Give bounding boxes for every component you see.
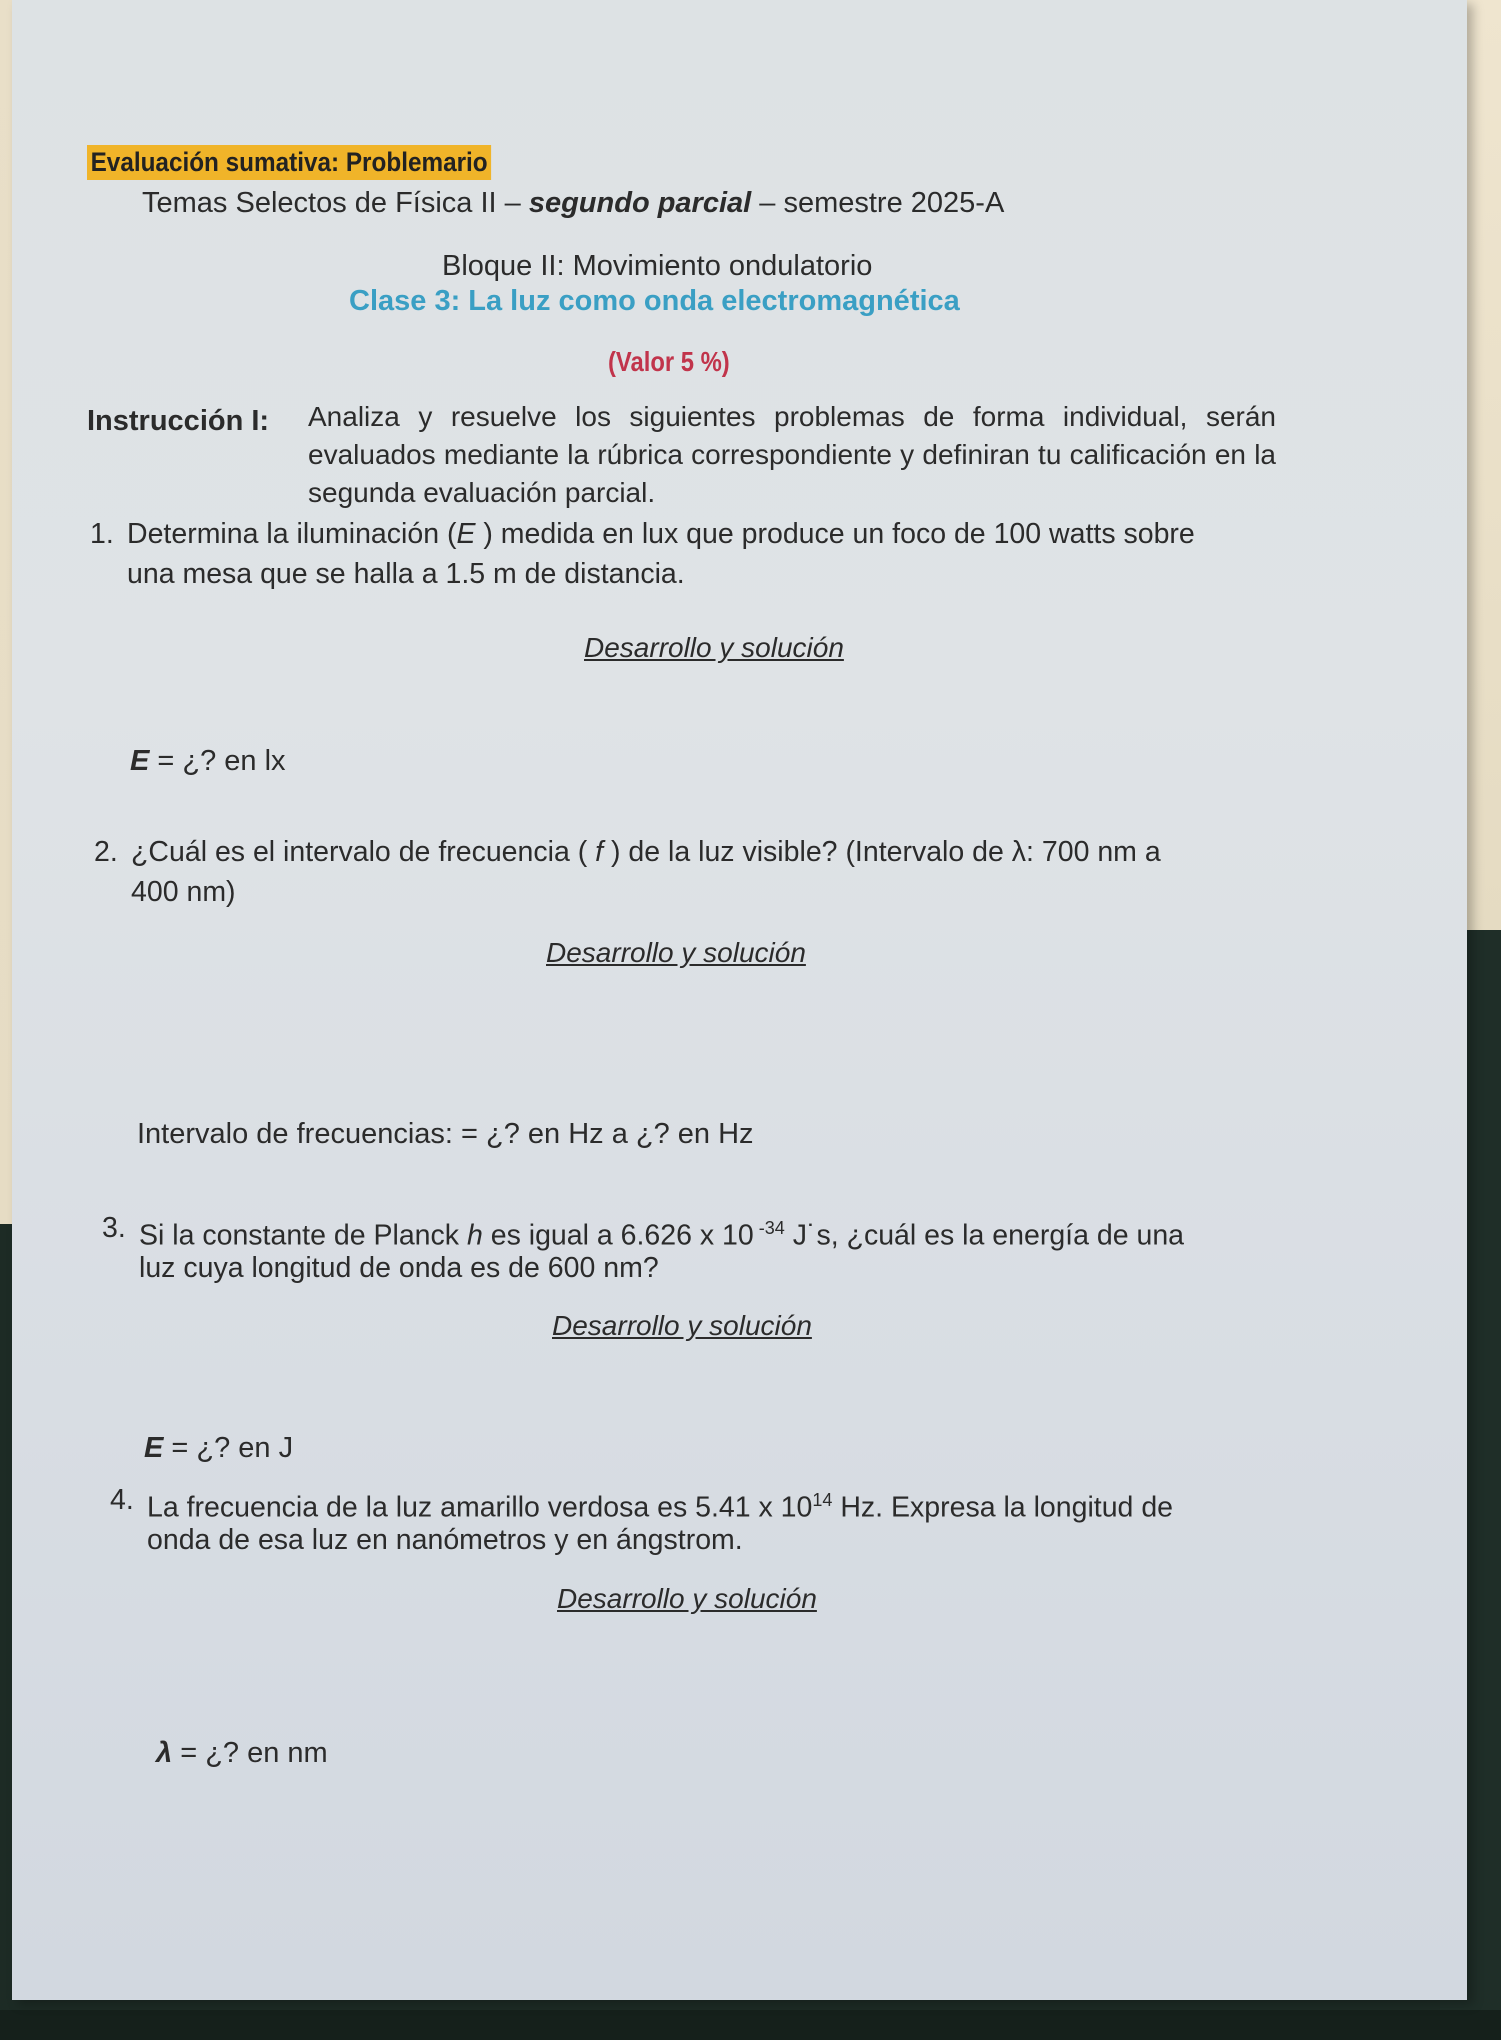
instruction-label: Instrucción I: [87,405,270,437]
question-number: 4. [110,1484,134,1516]
question-1 [90,514,1290,604]
development-label-3: Desarrollo y solución [552,1310,812,1341]
development-label-1: Desarrollo y solución [584,632,844,663]
subject-a: Temas Selectos de Física II – [142,187,529,219]
variable: λ [156,1737,173,1769]
answer-2: Intervalo de frecuencias: = ¿? en Hz a ¿? en Hz [137,1118,754,1150]
text-part: Si la constante de Planck [139,1219,467,1252]
text-part: La frecuencia de la luz amarillo verdosa es 5.41 x 10 [147,1491,813,1524]
text-part: es igual a 6.626 x 10 [482,1219,754,1252]
exponent: -34 [753,1218,785,1238]
exponent: 14 [812,1490,833,1510]
question-4 [110,1480,1310,1570]
question-line-2: una mesa que se halla a 1.5 m de distancia. [127,558,685,590]
question-line-1 [131,832,1161,872]
answer-text: = ¿? en lx [149,745,286,777]
header-label: Evaluación sumativa: Problemario [87,145,491,180]
value-label: (Valor 5 %) [608,346,730,377]
variable: E [144,1432,164,1464]
answer-text: = ¿? en nm [172,1737,328,1769]
question-number: 2. [94,836,118,868]
text-part: Hz. Expresa la longitud de [832,1491,1174,1524]
instruction-text: Analiza y resuelve los siguientes problemas de forma individual, serán evaluados mediante la rúbrica correspondiente y definiran tu calificación en la segunda evaluación parcial. [308,401,1276,508]
answer-text: = ¿? en J [163,1432,294,1464]
subject-c: – semestre 2025-A [751,187,1005,219]
answer-1 [130,745,286,778]
question-line-2: 400 nm) [131,876,236,908]
development-label-2: Desarrollo y solución [546,937,806,968]
block-title: Bloque II: Movimiento ondulatorio [442,250,873,282]
variable: E [130,745,150,777]
text-part: ¿Cuál es el intervalo de frecuencia ( [131,836,596,868]
development-label-4: Desarrollo y solución [557,1583,817,1614]
text-part: J˙s, ¿cuál es la energía de una [784,1219,1185,1252]
text-part: ) medida en lux que produce un foco de 100 watts sobre [475,518,1195,550]
class-title: Clase 3: La luz como onda electromagnética [349,285,960,317]
question-number: 1. [90,518,114,550]
subject-b: segundo parcial [528,187,752,219]
variable: h [466,1219,483,1252]
question-line-2: luz cuya longitud de onda es de 600 nm? [139,1252,659,1284]
answer-3 [144,1432,293,1465]
variable: E [456,518,476,550]
question-2 [94,832,1294,922]
text-part: ) de la luz visible? (Intervalo de λ: 700 nm a [603,836,1161,868]
variable: f [595,836,604,868]
document-page [12,0,1467,2000]
text-part: Determina la iluminación ( [127,518,457,550]
question-line-1 [127,514,1195,554]
background-bottom [0,2010,1501,2040]
question-3 [102,1208,1302,1298]
answer-4 [156,1737,328,1770]
question-number: 3. [102,1212,126,1244]
question-line-2: onda de esa luz en nanómetros y en ángstrom. [147,1524,743,1556]
subject-line [142,187,1004,220]
